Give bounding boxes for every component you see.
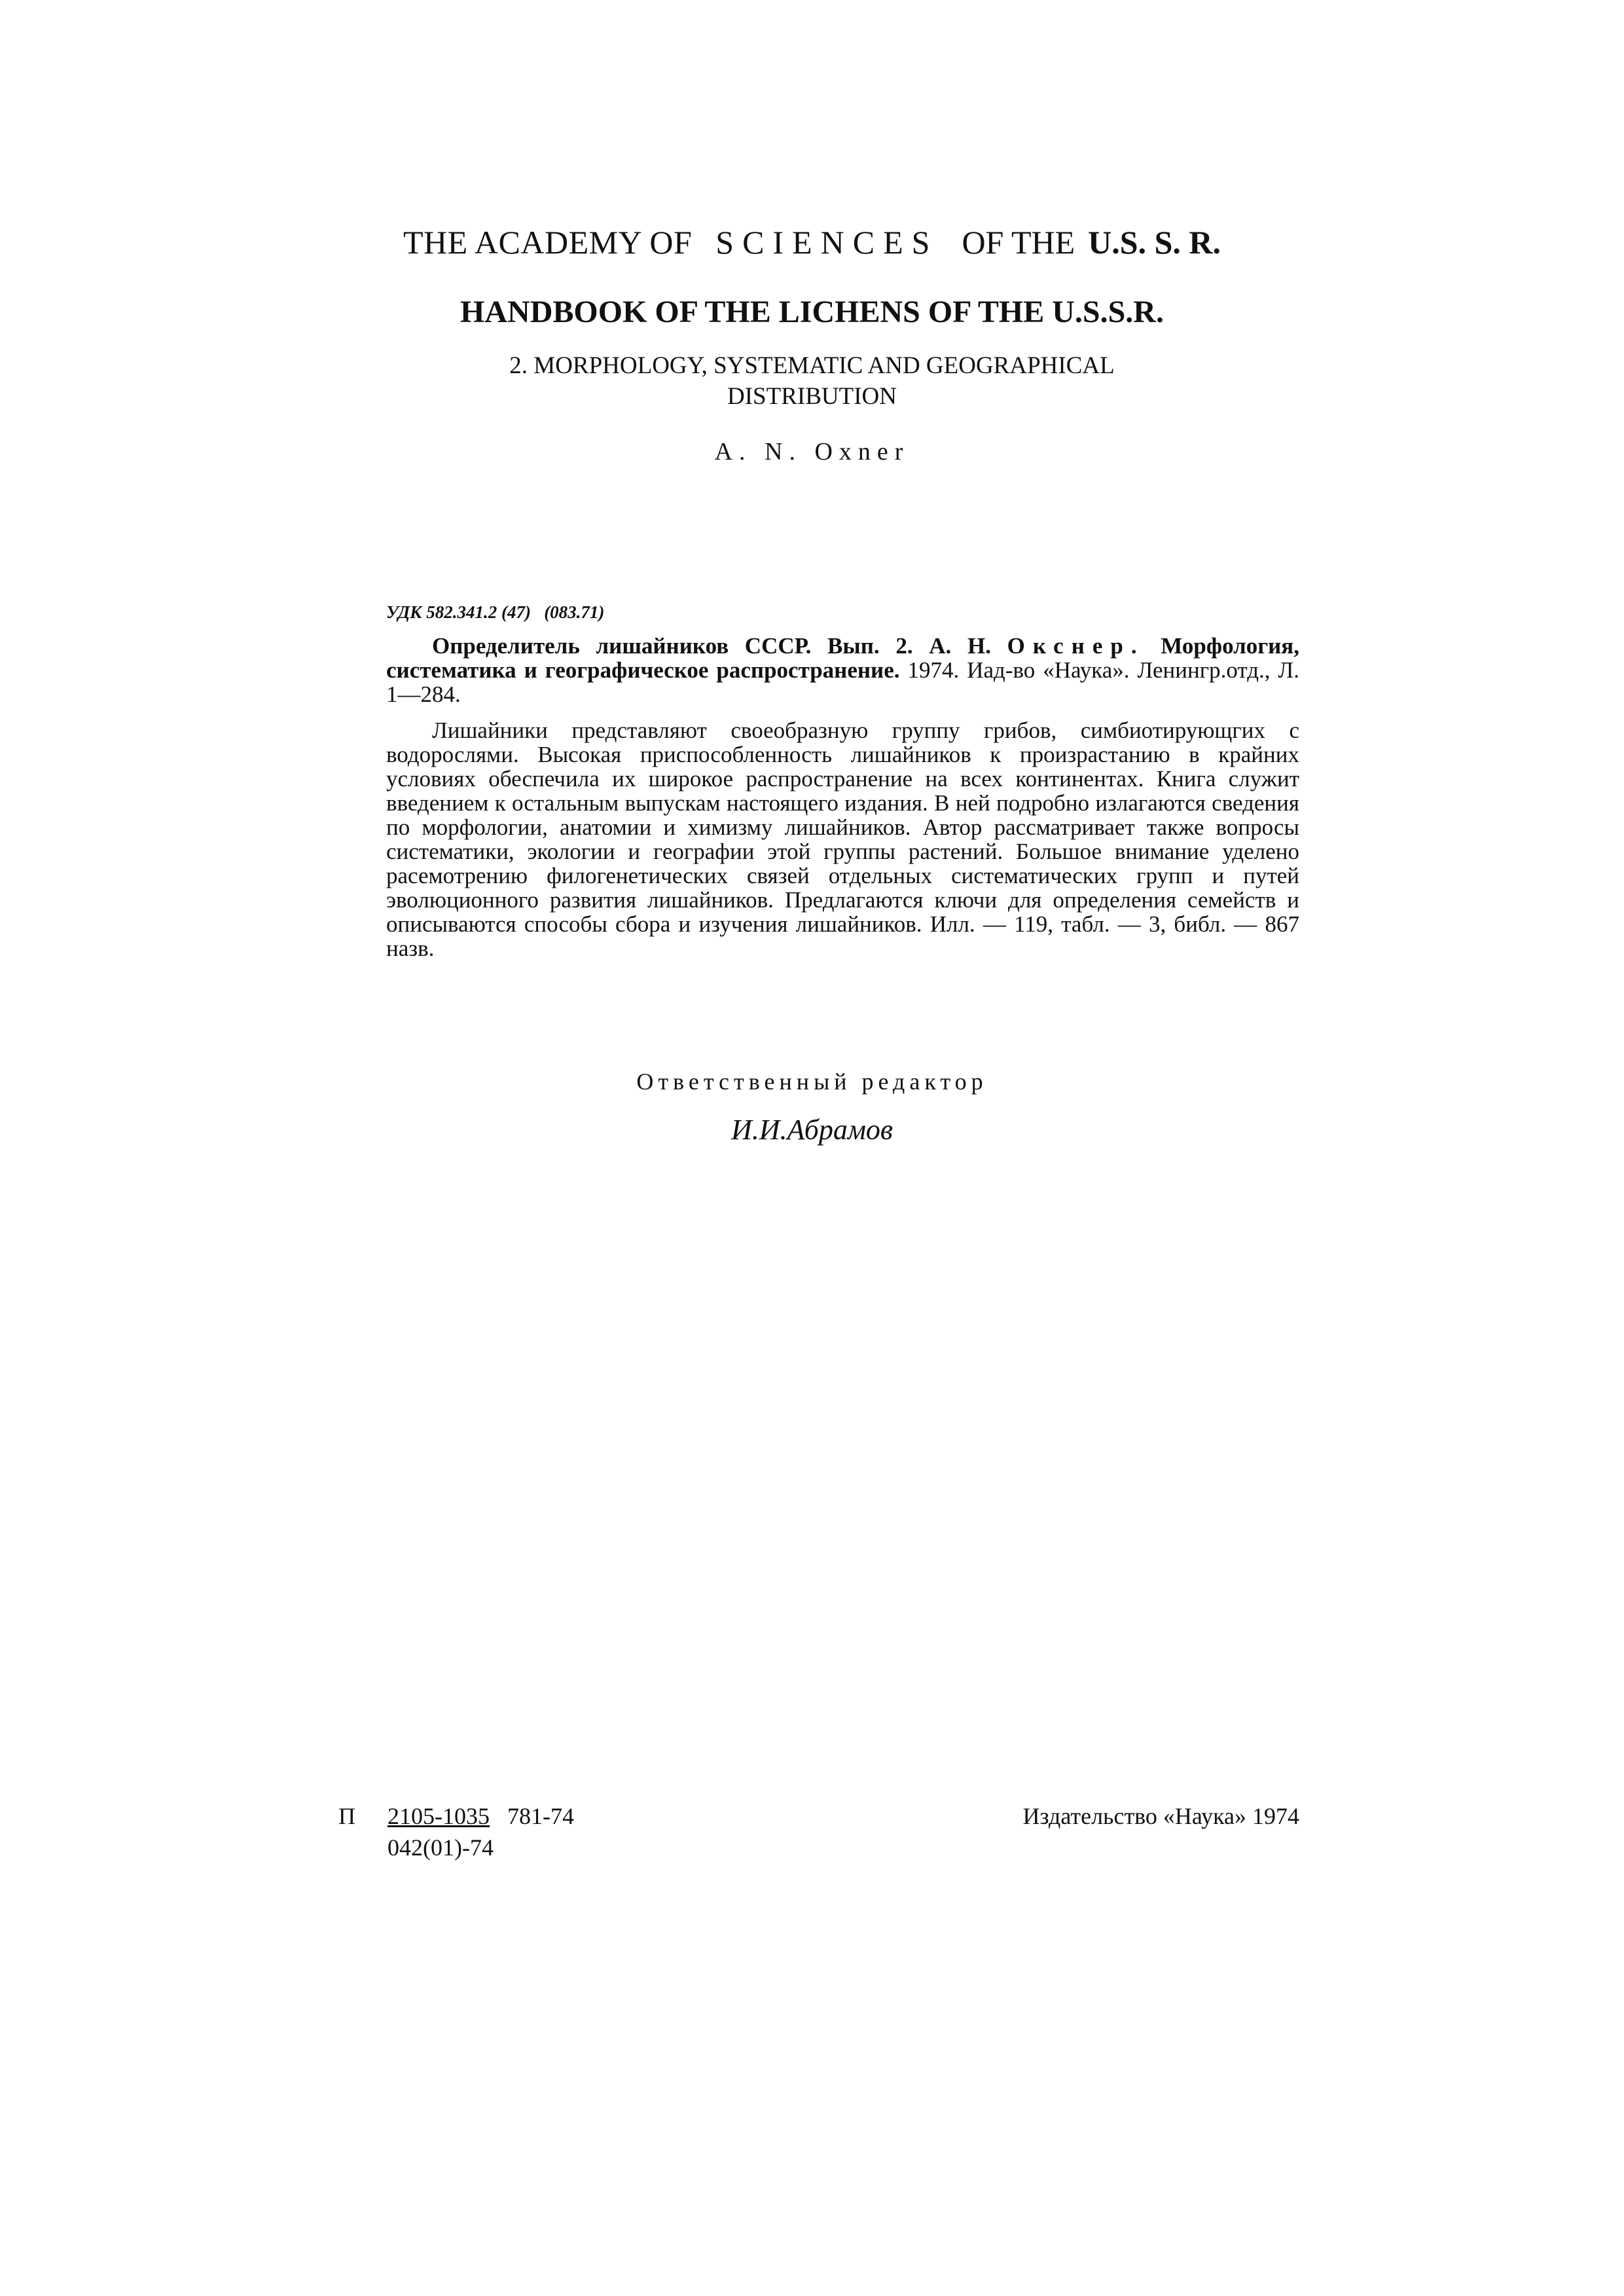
footer-code: [388, 1802, 574, 1831]
academy-heading-ussr: U.S. S. R.: [1088, 224, 1221, 261]
book-title: HANDBOOK OF THE LICHENS OF THE U.S.S.R.: [460, 295, 1164, 329]
udk-code: УДК 582.341.2 (47) (083.71): [386, 602, 605, 622]
reference-bold-end: Морфология, систематика и географическое распространение.: [386, 633, 1299, 683]
footer-code-denominator: 042(01)-74: [388, 1834, 494, 1861]
book-subtitle-line1: 2. MORPHOLOGY, SYSTEMATIC AND GEOGRAPHICAL: [509, 352, 1115, 379]
reference-author: Окснер.: [1007, 633, 1145, 659]
bibliographic-reference: [386, 634, 1299, 706]
abstract-paragraph: Лишайники представляют своеобразную группу грибов, симбиотирующгих с водорослями. Высокая приспособленность лишайников к произрастанию в крайних условиях обеспечила их широкое распространение на всех континентах. Книга служит введением к остальным выпускам настоящего издания. В ней подробно излагаются сведения по морфологии, анатомии и химизму лишайников. Автор рассматривает также вопросы систематики, экологии и географии этой группы растений. Большое внимание уделено расемотрению филогенетических связей отдельных систематических групп и путей эволюционного развития лишайников. Предлагаются ключи для определения семейств и описываются способы сбора и изучения лишайников. Илл. — 119, табл. — 3, библ. — 867 назв.: [386, 718, 1299, 961]
academy-heading-sciences: SCIENCES: [715, 224, 939, 261]
reference-bold-start: Определитель лишайников СССР. Вып. 2. А. Н.: [432, 633, 991, 659]
footer-code-numerator: 2105-1035: [388, 1803, 490, 1829]
footer-code-number: 781-74: [507, 1803, 574, 1829]
academy-heading: [0, 223, 1624, 262]
book-subtitle: [0, 350, 1624, 412]
author-name: A. N. Oxner: [714, 438, 910, 465]
editor-name: И.И.Абрамов: [731, 1114, 893, 1146]
footer-letter: П: [338, 1803, 355, 1829]
editor-label: Ответственный редактор: [636, 1068, 988, 1095]
reference-publication: 1974. Иад-во «Наука». Ленингр.отд., Л. 1—284.: [386, 657, 1299, 707]
academy-heading-part1: THE ACADEMY OF: [403, 224, 693, 261]
book-subtitle-line2: DISTRIBUTION: [727, 383, 897, 410]
footer-publisher: Издательство «Наука» 1974: [1022, 1803, 1299, 1829]
academy-heading-part3: OF THE: [962, 224, 1075, 261]
